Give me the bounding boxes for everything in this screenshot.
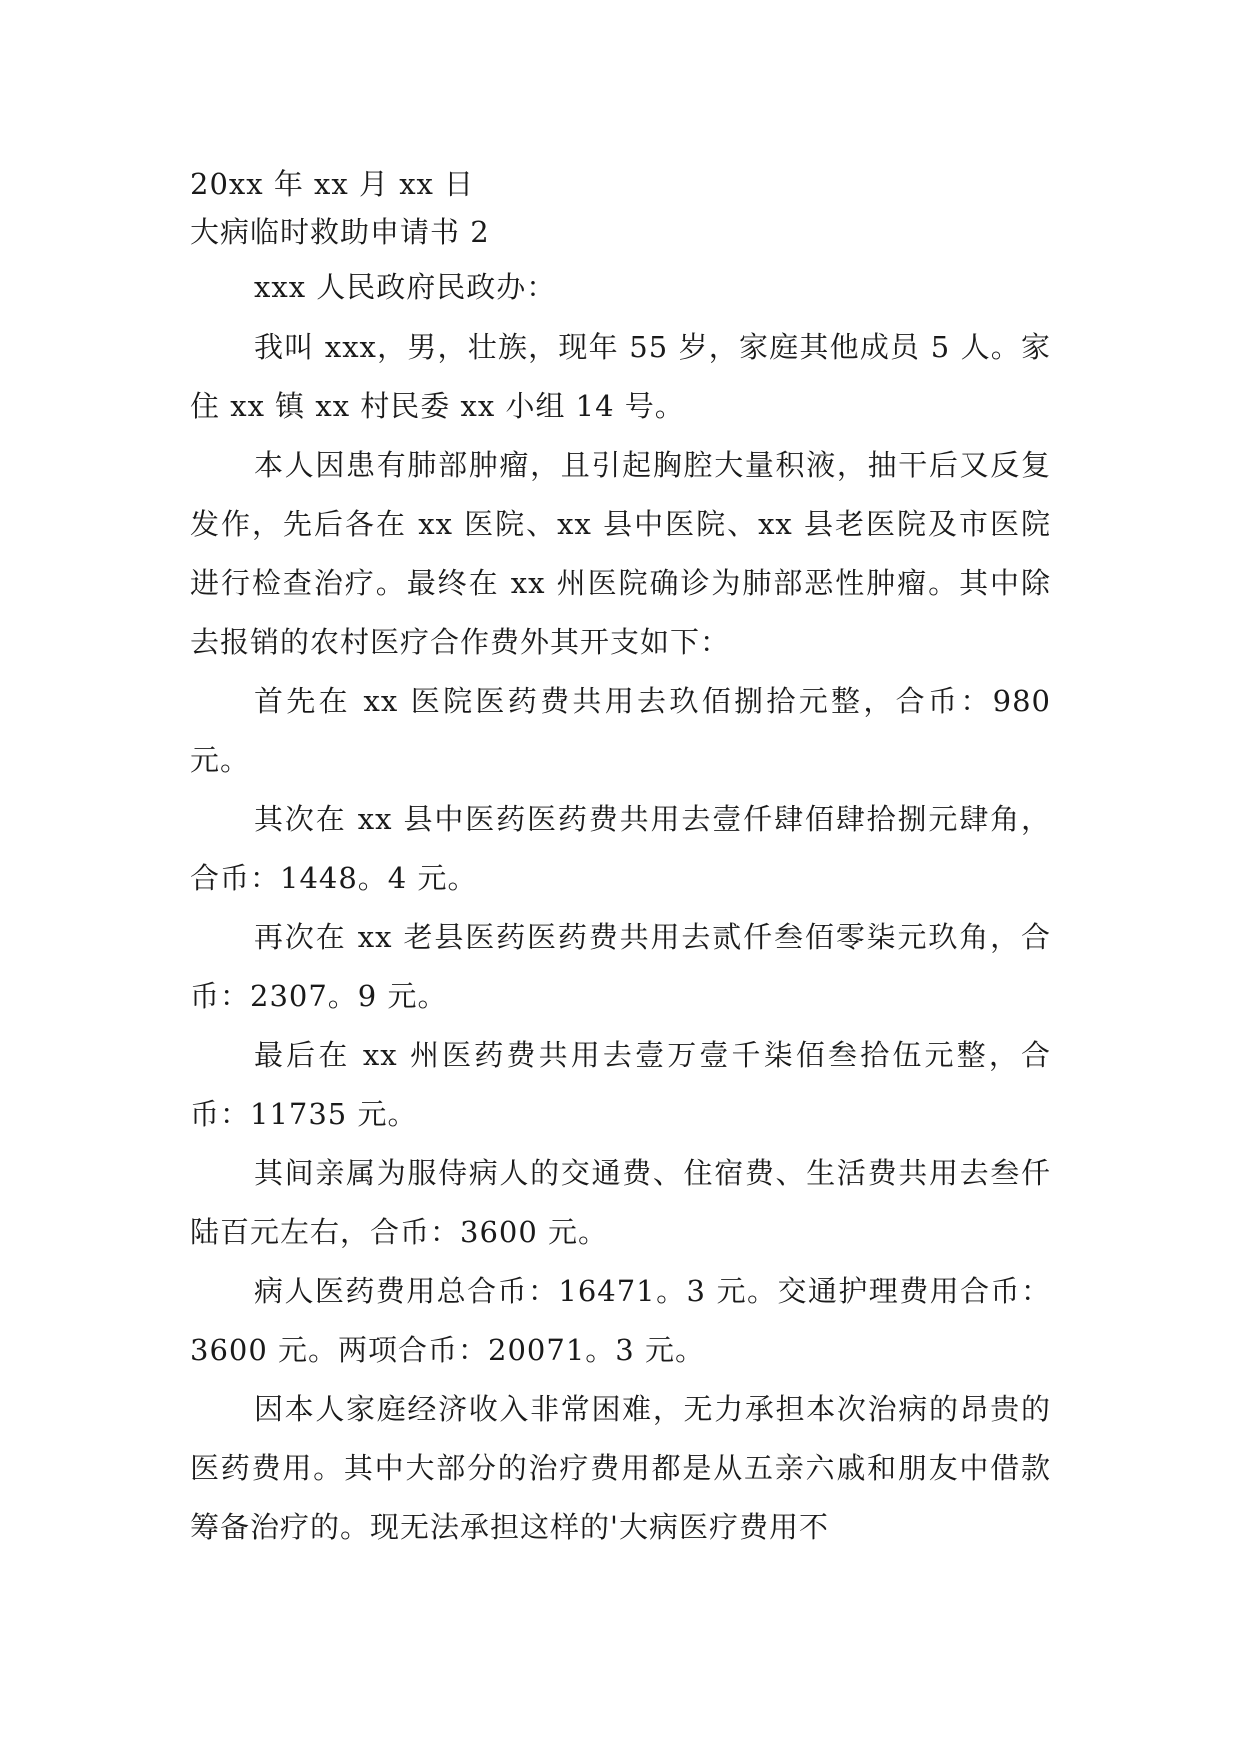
paragraph-family-expense: 其间亲属为服侍病人的交通费、住宿费、生活费共用去叁仟陆百元左右，合币：3600 元。 (190, 1156, 1051, 1249)
salutation: xxx 人民政府民政办： (254, 270, 557, 304)
date-line: 20xx 年 xx 月 xx 日 (190, 167, 475, 201)
paragraph-expense-second: 其次在 xx 县中医药医药费共用去壹仟肆佰肆拾捌元肆角，合币：1448。4 元。 (190, 802, 1051, 895)
paragraph-personal-info: 我叫 xxx，男，壮族，现年 55 岁，家庭其他成员 5 人。家住 xx 镇 xx 村民委 xx 小组 14 号。 (190, 330, 1051, 423)
paragraph-total: 病人医药费用总合币：16471。3 元。交通护理费用合币：3600 元。两项合币：20071。3 元。 (190, 1274, 1051, 1367)
paragraph-expense-first: 首先在 xx 医院医药费共用去玖佰捌拾元整，合币：980 元。 (190, 684, 1051, 777)
paragraph-hardship: 因本人家庭经济收入非常困难，无力承担本次治病的昂贵的医药费用。其中大部分的治疗费用都是从五亲六戚和朋友中借款筹备治疗的。现无法承担这样的'大病医疗费用不 (190, 1392, 1051, 1544)
paragraph-expense-last: 最后在 xx 州医药费共用去壹万壹千柒佰叁拾伍元整，合币：11735 元。 (190, 1038, 1051, 1131)
paragraph-illness: 本人因患有肺部肿瘤，且引起胸腔大量积液，抽干后又反复发作，先后各在 xx 医院、xx 县中医院、xx 县老医院及市医院进行检查治疗。最终在 xx 州医院确诊为肺部恶性肿瘤。其中除去报销的农村医疗合作费外其开支如下： (190, 448, 1051, 659)
document-title: 大病临时救助申请书 2 (190, 215, 490, 249)
paragraph-expense-third: 再次在 xx 老县医药医药费共用去贰仟叁佰零柒元玖角，合币：2307。9 元。 (190, 920, 1051, 1013)
